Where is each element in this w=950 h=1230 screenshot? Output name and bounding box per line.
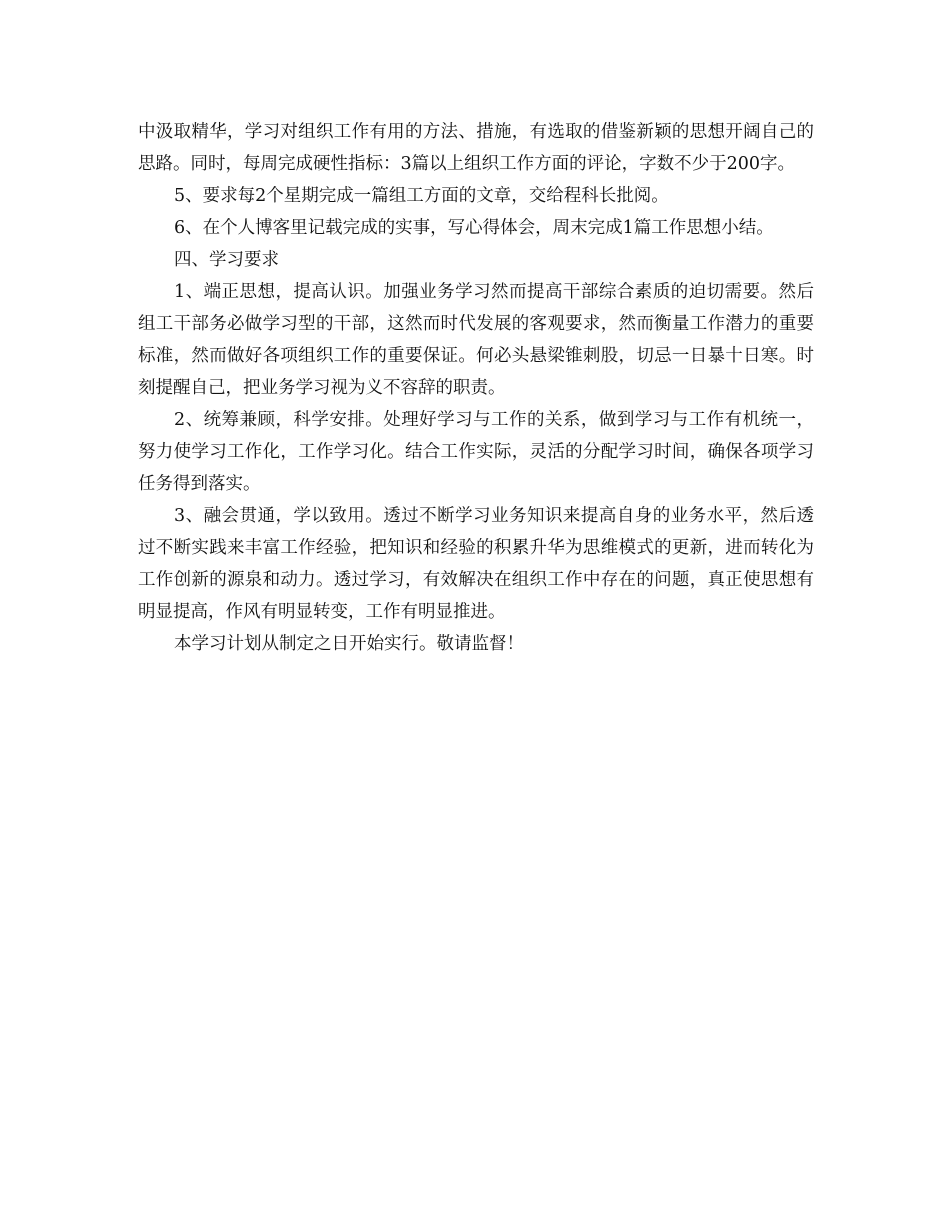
section-heading: 四、学习要求 (174, 250, 279, 270)
paragraph-requirement-2: 2、统筹兼顾，科学安排。处理好学习与工作的关系，做到学习与工作有机统一，努力使学习工作化，工作学习化。结合工作实际，灵活的分配学习时间，确保各项学习任务得到落实。 (138, 410, 814, 494)
paragraph-requirement-3: 3、融会贯通，学以致用。透过不断学习业务知识来提高自身的业务水平，然后透过不断实践来丰富工作经验，把知识和经验的积累升华为思维模式的更新，进而转化为工作创新的源泉和动力。透过学习，有效解决在组织工作中存在的问题，真正使思想有明显提高，作风有明显转变，工作有明显推进。 (138, 506, 814, 622)
paragraph-item-6: 6、在个人博客里记载完成的实事，写心得体会，周末完成1篇工作思想小结。 (174, 218, 774, 238)
document-body (138, 116, 814, 660)
paragraph-item-5: 5、要求每2个星期完成一篇组工方面的文章，交给程科长批阅。 (174, 186, 669, 206)
paragraph-requirement-1: 1、端正思想，提高认识。加强业务学习然而提高干部综合素质的迫切需要。然后组工干部务必做学习型的干部，这然而时代发展的客观要求，然而衡量工作潜力的重要标准，然而做好各项组织工作的重要保证。何必头悬梁锥刺股，切忌一日暴十日寒。时刻提醒自己，把业务学习视为义不容辞的职责。 (138, 282, 814, 398)
paragraph-continuation: 中汲取精华，学习对组织工作有用的方法、措施，有选取的借鉴新颖的思想开阔自己的思路。同时，每周完成硬性指标：3篇以上组织工作方面的评论，字数不少于200字。 (138, 122, 814, 174)
paragraph-closing: 本学习计划从制定之日开始实行。敬请监督！ (174, 634, 524, 654)
